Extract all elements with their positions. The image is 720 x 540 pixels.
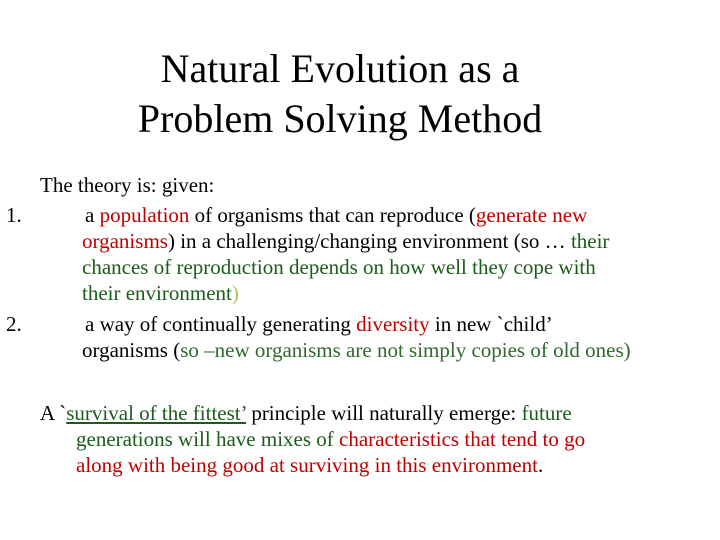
para2-line-2	[40, 426, 585, 452]
item2-text: a way of continually generating	[85, 312, 357, 336]
para2-text: principle will naturally emerge:	[246, 401, 522, 425]
item1-text: a	[85, 203, 100, 227]
item1-environment-text: their environment	[82, 281, 232, 305]
item1-population-text: population	[99, 203, 190, 227]
item1-their-text: their	[570, 229, 610, 253]
slide-title-line-2: Problem Solving Method	[137, 96, 543, 141]
list-item-2-content	[82, 311, 631, 363]
item1-line-4	[82, 280, 609, 306]
item2-line-1	[85, 311, 631, 337]
item1-line-1	[85, 202, 609, 228]
fittest-paragraph	[40, 400, 585, 478]
para2-text: A `	[40, 401, 67, 425]
item1-paren-text: )	[231, 281, 239, 305]
item2-line-2	[82, 337, 631, 363]
item2-text: organisms (	[82, 338, 181, 362]
list-item-1-content	[82, 202, 610, 306]
para2-line-3	[40, 452, 585, 478]
para2-line-1	[40, 401, 572, 425]
para2-future-text: future	[521, 401, 572, 425]
list-number-1: 1.	[6, 203, 22, 227]
item2-green-text: so –new organisms are not simply copies of old ones)	[180, 338, 631, 362]
item2-text: in new `child’	[429, 312, 553, 336]
intro-text: The theory is: given:	[40, 173, 215, 197]
item1-text: ) in a challenging/changing environment (so …	[167, 229, 571, 253]
list-number-2: 2.	[6, 312, 22, 336]
slide-title	[40, 44, 640, 144]
item1-organisms-text: organisms	[82, 229, 168, 253]
item1-line-2	[82, 228, 609, 254]
item2-diversity-text: diversity	[356, 312, 430, 336]
item1-generate-text: generate new	[475, 203, 588, 227]
item1-line-3: chances of reproduction depends on how well they cope with	[82, 255, 596, 279]
para2-period-text: .	[537, 453, 544, 477]
para2-surviving-text: along with being good at surviving in this environment	[76, 453, 538, 477]
survival-of-fittest-text: survival of the fittest’	[66, 401, 247, 425]
para2-characteristics-text: characteristics that tend to go	[339, 427, 586, 451]
slide-title-line-1: Natural Evolution as a	[160, 46, 520, 91]
para2-generations-text: generations will have mixes of	[76, 427, 340, 451]
item1-text: of organisms that can reproduce (	[189, 203, 476, 227]
